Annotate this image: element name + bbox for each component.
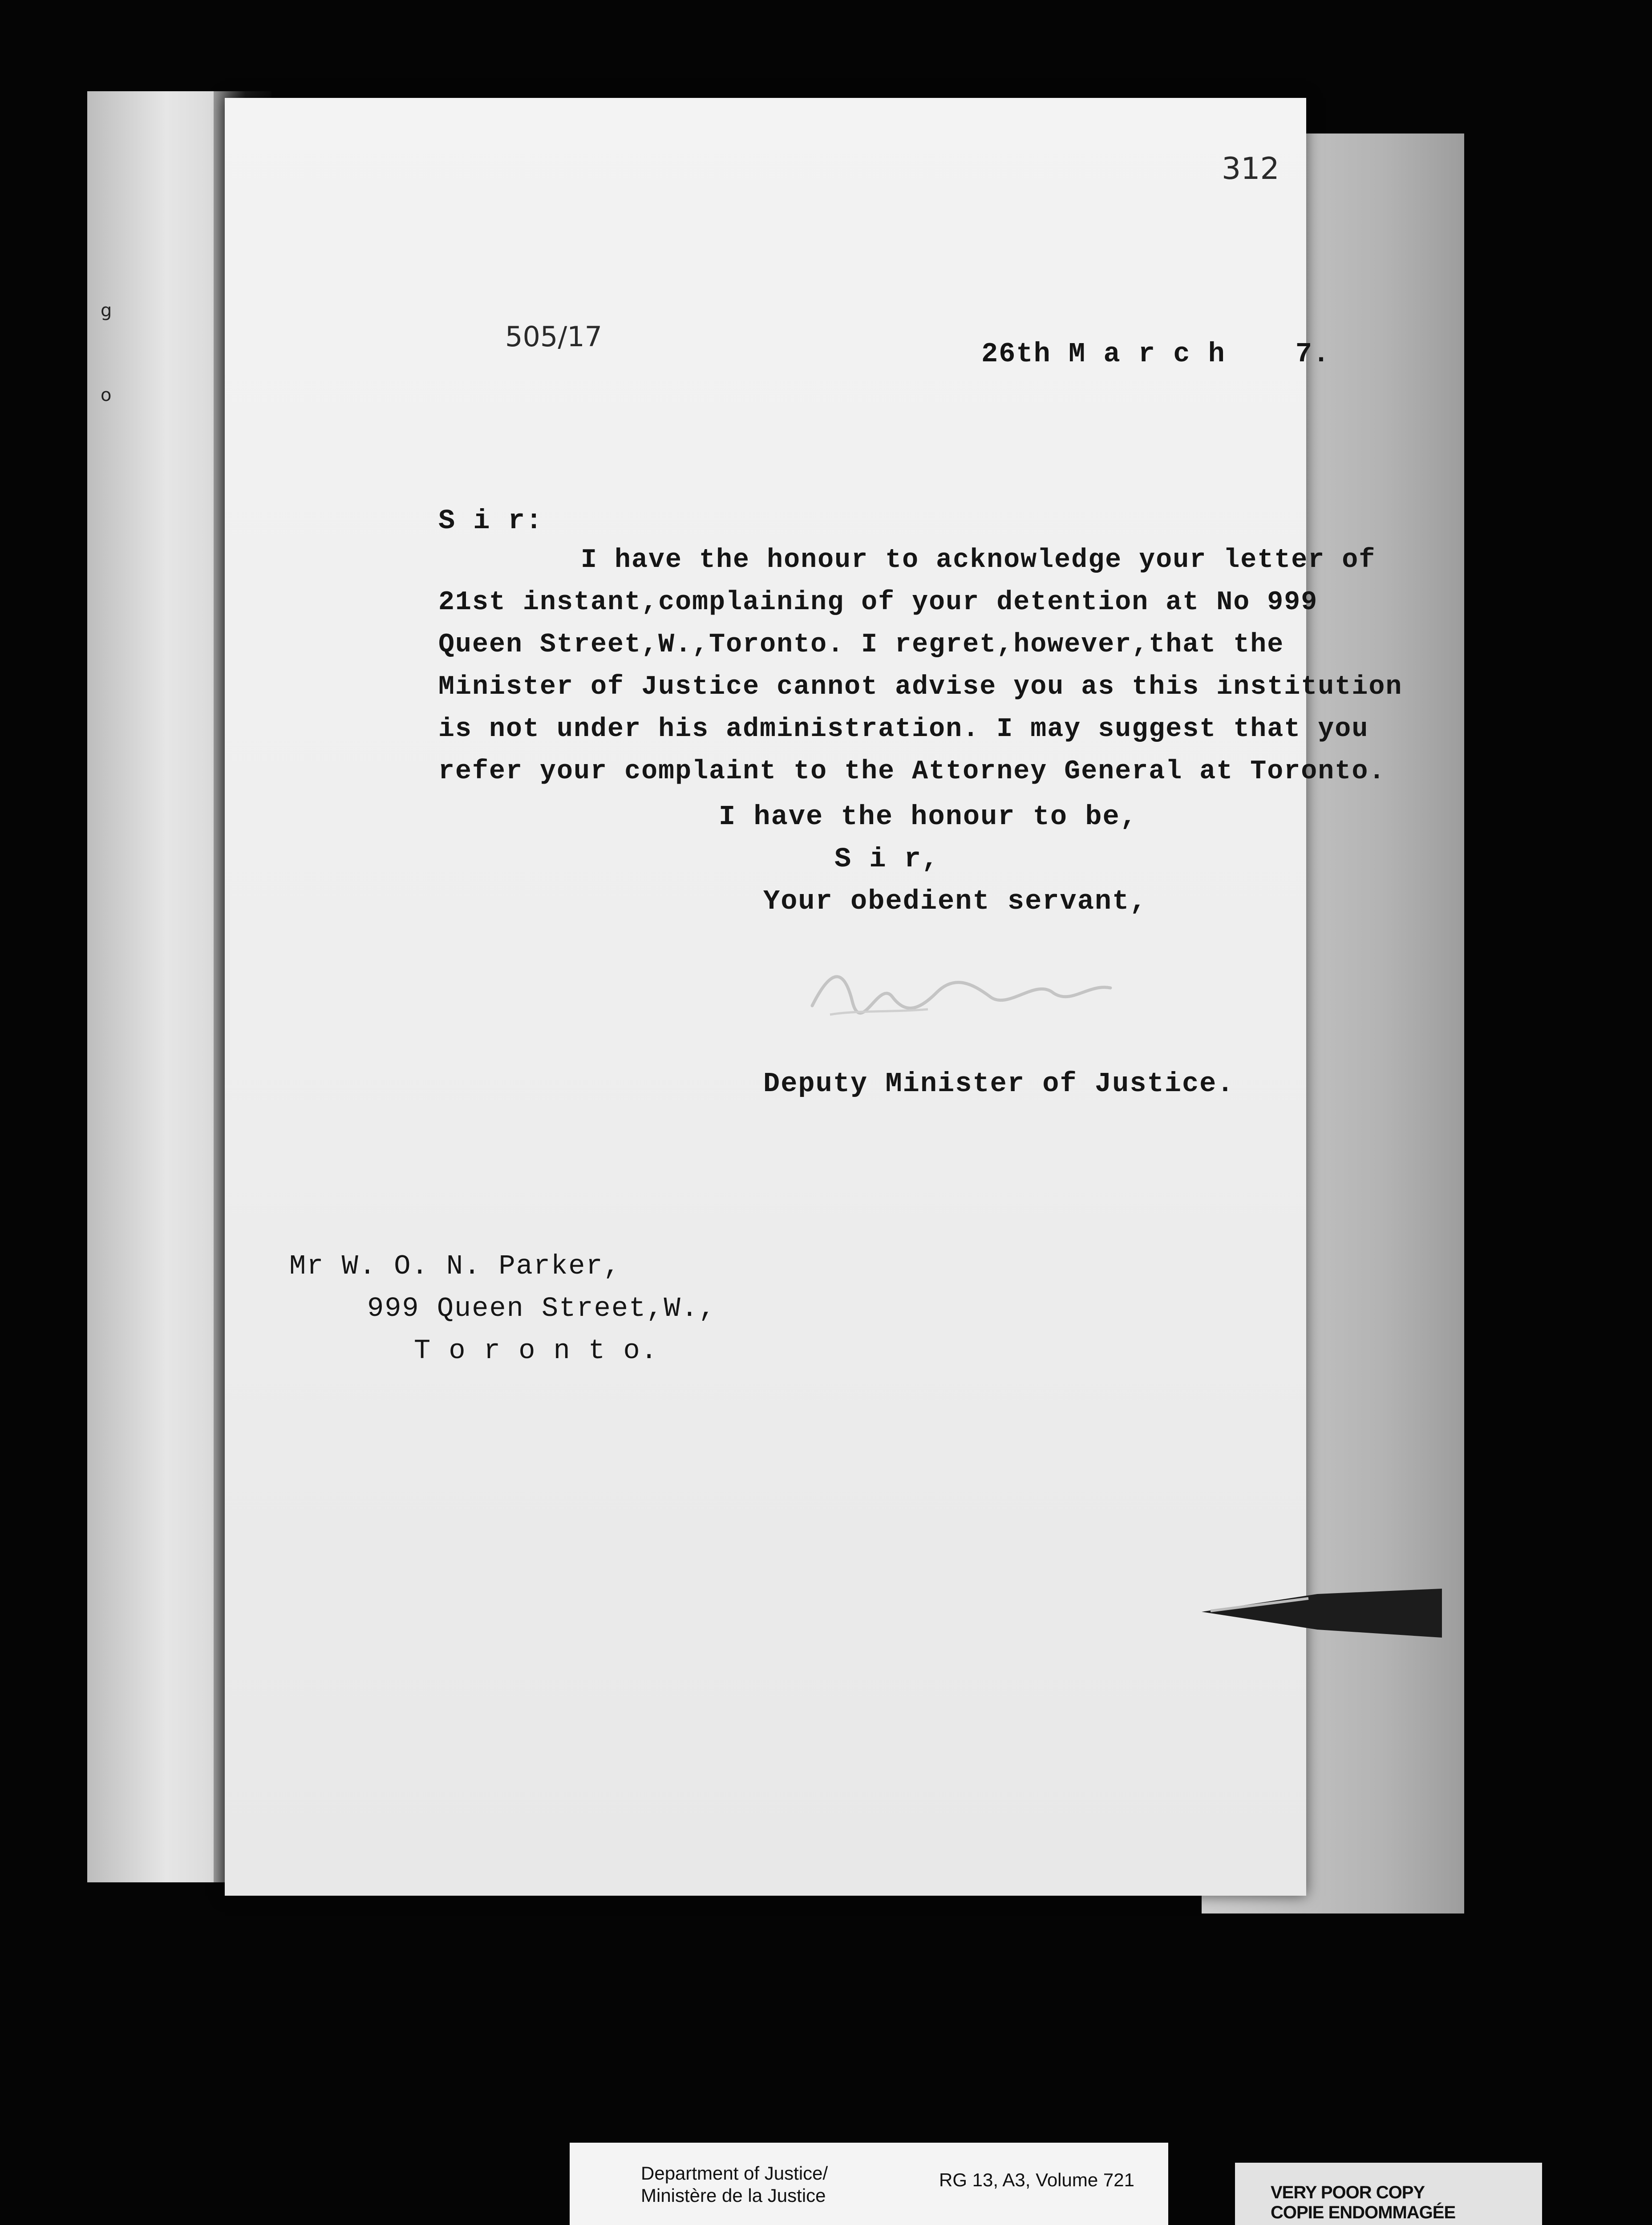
department-name: Department of Justice/ xyxy=(641,2163,828,2184)
edge-mark: o xyxy=(101,385,112,405)
folio-number: 312 xyxy=(1222,151,1279,186)
closing-line: Your obedient servant, xyxy=(763,886,1147,917)
addressee-line: Mr W. O. N. Parker, xyxy=(289,1250,621,1282)
closing-line: I have the honour to be, xyxy=(719,801,1138,833)
pen-icon xyxy=(1202,1589,1442,1638)
signature-title: Deputy Minister of Justice. xyxy=(763,1068,1235,1100)
department-label xyxy=(570,2143,1168,2225)
salutation: S i r: xyxy=(438,505,543,537)
faint-signature xyxy=(803,952,1115,1028)
body-line: is not under his administration. I may suggest that you xyxy=(438,714,1369,744)
body-line: 21st instant,complaining of your detention at No 999 xyxy=(438,587,1318,618)
quality-note: VERY POOR COPY xyxy=(1271,2183,1425,2202)
body-line: Queen Street,W.,Toronto. I regret,however,that the xyxy=(438,630,1284,660)
letter-page xyxy=(225,98,1403,1896)
archive-reference: RG 13, A3, Volume 721 xyxy=(939,2169,1134,2190)
quality-label xyxy=(1235,2163,1542,2225)
department-name: Ministère de la Justice xyxy=(641,2185,826,2206)
body-line: I have the honour to acknowledge your letter of xyxy=(581,545,1376,575)
letter-date: 26th M a r c h 7. xyxy=(981,338,1331,370)
body-line: Minister of Justice cannot advise you as this institution xyxy=(438,672,1403,702)
closing-line: S i r, xyxy=(834,843,939,875)
addressee-line: T o r o n t o. xyxy=(414,1335,658,1367)
file-number: 505/17 xyxy=(505,320,603,353)
quality-note: COPIE ENDOMMAGÉE xyxy=(1271,2203,1456,2222)
edge-mark: g xyxy=(101,300,112,321)
addressee-line: 999 Queen Street,W., xyxy=(367,1293,717,1324)
body-line: refer your complaint to the Attorney General at Toronto. xyxy=(438,756,1386,787)
